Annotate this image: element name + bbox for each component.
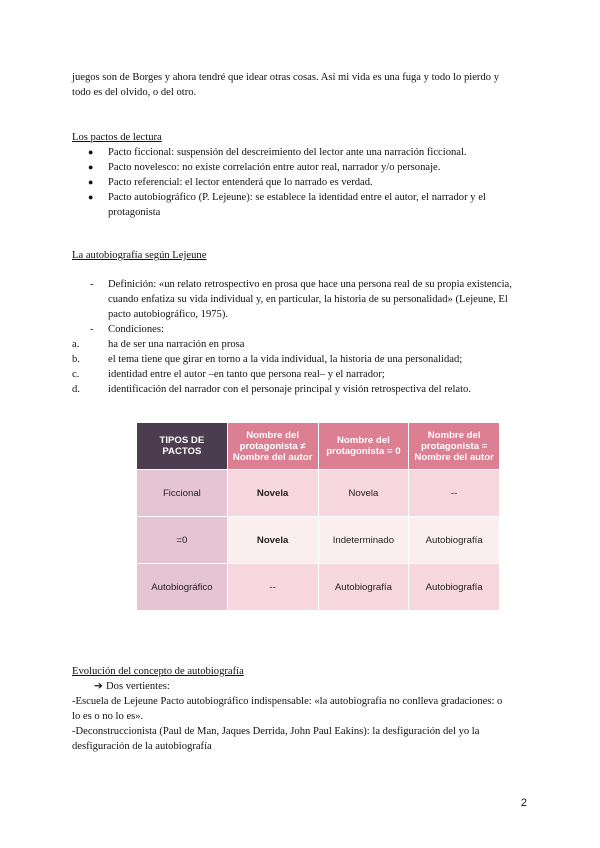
list-item: ● Pacto ficcional: suspensión del descreimiento del lector ante una narración ficcional. [88,147,467,158]
condition-item: c. identidad entre el autor –en tanto que persona real– y el narrador; [72,369,385,380]
pacts-table [136,422,500,611]
table-row-label: Autobiográfico [137,564,228,611]
table-cell: -- [409,470,500,517]
intro-line-1: juegos son de Borges y ahora tendré que idear otras cosas. Así mi vida es una fuga y todo lo pierdo y [72,72,499,83]
vertientes-line: ➔ Dos vertientes: [94,681,170,692]
pactos-lectura-list [72,145,512,220]
table-cell: Autobiografía [409,564,500,611]
dash-marker: - [90,279,94,290]
bullet-icon: ● [88,192,94,202]
intro-line-2: todo es del olvido, o del otro. [72,87,197,98]
list-item: ● Pacto referencial: el lector entenderá que lo narrado es verdad. [88,177,373,188]
table-row [137,564,500,611]
table-header-cell: Nombre del protagonista = 0 [318,423,409,470]
table-cell: Autobiografía [318,564,409,611]
table-header-cell: Nombre del protagonista = Nombre del autor [409,423,500,470]
list-item: ● Pacto autobiográfico (P. Lejeune): se establece la identidad entre el autor, el narrador y el protagonista [88,192,486,218]
lejeune-heading: La autobiografía según Lejeune [72,250,207,261]
table-cell: Indeterminado [318,517,409,564]
conditions-item: - Condiciones: [90,324,164,335]
table-row [137,517,500,564]
condition-item: d. identificación del narrador con el personaje principal y visión retrospectiva del relato. [72,384,471,395]
bullet-icon: ● [88,177,94,187]
table-header-cell: Nombre del protagonista ≠ Nombre del autor [227,423,318,470]
table-cell: Novela [318,470,409,517]
condition-item: b. el tema tiene que girar en torno a la vida individual, la historia de una personalidad; [72,354,463,365]
dash-marker: - [90,324,94,335]
bullet-icon: ● [88,162,94,172]
table-cell: -- [227,564,318,611]
page-number: 2 [520,797,527,809]
lejeune-list [72,277,532,397]
definition-item: - Definición: «un relato retrospectivo en prosa que hace una persona real de su propia existencia, cuando enfatiza su vida individual y, en particular, la historia de su personalidad» (Lejeune, El pacto autobiográfico, 1975). [90,279,512,320]
lejeune-school-paragraph: -Escuela de Lejeune Pacto autobiográfico indispensable: «la autobiografía no conlleva gradaciones: o lo es o no lo es». [72,696,503,722]
intro-paragraph [72,70,532,100]
arrow-right-icon: ➔ [94,681,103,692]
list-item: ● Pacto novelesco: no existe correlación entre autor real, narrador y/o personaje. [88,162,441,173]
table-row-label: Ficcional [137,470,228,517]
table-header-cell: TIPOS DE PACTOS [137,423,228,470]
bullet-icon: ● [88,147,94,157]
condition-item: a. ha de ser una narración en prosa [72,339,245,350]
table-row-label: =0 [137,517,228,564]
table-header-row [137,423,500,470]
deconstruction-paragraph: -Deconstruccionista (Paul de Man, Jaques Derrida, John Paul Eakins): la desfiguración del yo la desfiguración de la autobiografía [72,726,480,752]
table-cell: Autobiografía [409,517,500,564]
evolucion-heading: Evolución del concepto de autobiografía [72,666,244,677]
pactos-lectura-heading: Los pactos de lectura [72,132,162,143]
table-cell: Novela [227,470,318,517]
table-row [137,470,500,517]
table-cell: Novela [227,517,318,564]
